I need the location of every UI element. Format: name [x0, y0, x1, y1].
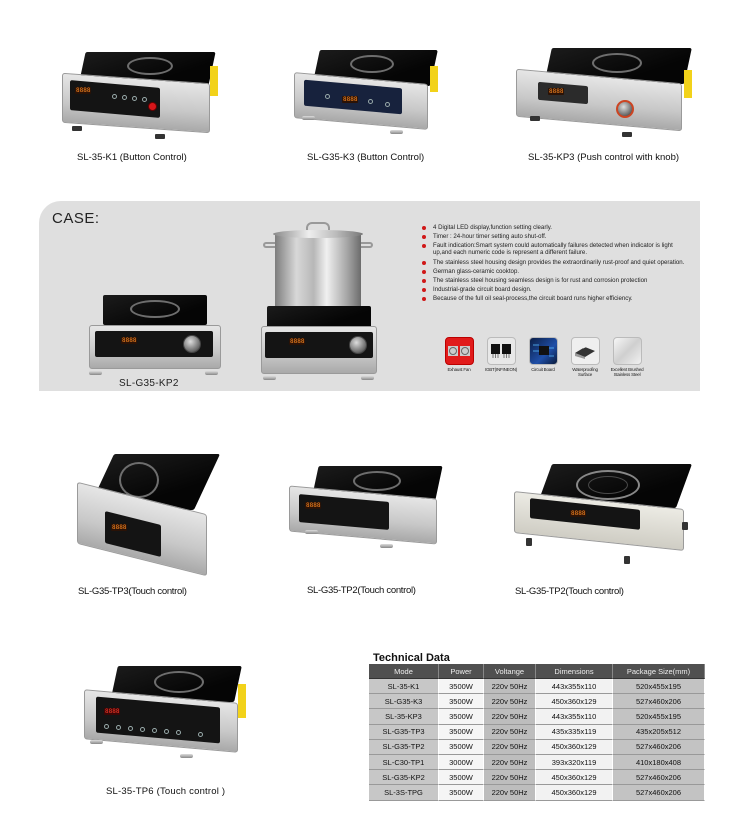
touch-button	[140, 727, 145, 732]
foot	[390, 130, 403, 134]
table-row: SL-G35-KP2 3500W 220v 50Hz 450x360x129 527x460x206	[369, 770, 705, 785]
foot	[622, 132, 632, 137]
touch-button	[176, 730, 181, 735]
control-knob-icon	[616, 100, 634, 118]
product-caption: SL-G35-TP3(Touch control)	[78, 586, 187, 597]
column-header-power: Power	[439, 664, 484, 679]
feature-item: 4 Digital LED display,function setting clearly.	[421, 224, 691, 231]
foot	[155, 134, 165, 139]
foot	[530, 116, 540, 121]
product-caption: SL-35-KP3 (Push control with knob)	[528, 152, 680, 163]
table-row: SL-G35-K3 3500W 220v 50Hz 450x360x129 527x460x206	[369, 694, 705, 709]
brushed-steel-icon	[613, 337, 642, 365]
feature-item: Fault indication:Smart system could automatically failures detected when indicator is light up,and each numeric code is represent a different failure.	[421, 242, 691, 256]
control-knob-icon	[183, 335, 201, 353]
case-title: CASE:	[52, 210, 100, 227]
feature-item: Because of the full oil seal-process,the circuit board runs higher efficiency.	[421, 295, 691, 302]
product-image-sl-g35-tp2	[285, 462, 445, 552]
product-image-sl-35-tp6	[80, 664, 250, 764]
warning-sticker	[238, 684, 246, 718]
heating-ring	[592, 53, 642, 73]
igbt-chip-icon	[487, 337, 516, 365]
feature-list	[421, 224, 691, 305]
warning-sticker	[430, 66, 438, 92]
feature-igbt: IGBT(INFINEON)	[486, 337, 516, 377]
foot	[380, 544, 393, 548]
product-caption: SL-35-K1 (Button Control)	[77, 152, 187, 163]
feature-exhaust-fan: Exhaust Fan	[444, 337, 474, 377]
heating-ring	[127, 57, 173, 75]
foot	[305, 530, 318, 534]
feature-icons	[444, 337, 642, 377]
control-button	[368, 99, 373, 104]
product-image-sl-g35-kp2	[85, 291, 225, 377]
product-caption: SL-G35-K3 (Button Control)	[307, 152, 425, 163]
case-product-label: SL-G35-KP2	[119, 378, 179, 389]
exhaust-fan-icon	[445, 337, 474, 365]
touch-button	[164, 729, 169, 734]
foot	[89, 371, 102, 375]
column-header-voltage: Voltange	[484, 664, 536, 679]
led-display: 8888	[549, 88, 564, 95]
product-image-sl-g35-k3	[290, 44, 440, 134]
circuit-board-icon	[529, 337, 558, 365]
control-button	[385, 102, 390, 107]
product-caption: SL-G35-TP2(Touch control)	[515, 586, 624, 597]
feature-brushed-steel: Excellent Brushed Stainless Steel	[612, 337, 642, 377]
led-display: 8888	[76, 87, 91, 94]
foot	[361, 376, 374, 380]
power-button-icon	[148, 102, 157, 111]
led-display: 8888	[122, 337, 137, 344]
heating-ring	[154, 671, 204, 693]
column-header-dimensions: Dimensions	[536, 664, 613, 679]
case-section	[39, 201, 700, 391]
foot	[526, 538, 532, 546]
product-image-cooker-with-pot	[259, 306, 379, 386]
touch-button	[116, 725, 121, 730]
product-caption: SL-35-TP6 (Touch control )	[106, 786, 226, 797]
foot	[682, 522, 688, 530]
touch-button	[104, 724, 109, 729]
table-row: SL-G35-TP2 3500W 220v 50Hz 450x360x129 527x460x206	[369, 740, 705, 755]
column-header-package-size: Package Size(mm)	[613, 664, 705, 679]
warning-sticker	[684, 70, 692, 98]
product-caption: SL-G35-TP2(Touch control)	[307, 585, 416, 596]
foot	[72, 126, 82, 131]
heating-ring	[350, 55, 394, 73]
foot	[180, 754, 193, 758]
foot	[90, 740, 103, 744]
heating-ring-inner	[588, 476, 628, 494]
control-button	[325, 94, 330, 99]
touch-button	[128, 726, 133, 731]
led-display: 8888	[112, 524, 127, 531]
product-image-sl-35-kp3	[512, 44, 692, 139]
feature-waterproof-surface: Waterproofing Surface	[570, 337, 600, 377]
led-display: 8888	[343, 96, 358, 103]
touch-button	[198, 732, 203, 737]
control-knob-icon	[349, 336, 367, 354]
pot-lid-handle	[306, 222, 330, 230]
feature-circuit-board: Circuit Board	[528, 337, 558, 377]
column-header-mode: Mode	[369, 664, 439, 679]
table-header-row	[369, 664, 705, 679]
foot	[624, 556, 630, 564]
led-display: 8888	[306, 502, 321, 509]
table-row: SL-C30-TP1 3000W 220v 50Hz 393x320x119 410x180x408	[369, 755, 705, 770]
led-display: 8888	[105, 708, 120, 715]
heating-ring	[119, 462, 159, 498]
table-row: SL-35-K1 3500W 220v 50Hz 443x355x110 520x455x195	[369, 679, 705, 694]
product-image-sl-35-k1	[60, 48, 220, 138]
table-row: SL-3S-TPG 3500W 220v 50Hz 450x360x129 527x460x206	[369, 785, 705, 800]
feature-item: Timer : 24-hour timer setting auto shut-off.	[421, 233, 691, 240]
waterproof-surface-icon	[571, 337, 600, 365]
product-image-sl-g35-tp2-alt	[512, 460, 692, 565]
control-button	[142, 97, 147, 102]
control-button	[132, 96, 137, 101]
feature-item: German glass-ceramic cooktop.	[421, 268, 691, 275]
table-row: SL-G35-TP3 3500W 220v 50Hz 435x335x119 435x205x512	[369, 725, 705, 740]
technical-data-title: Technical Data	[373, 652, 450, 664]
pot-handle-right	[359, 242, 373, 248]
control-button	[112, 94, 117, 99]
feature-item: The stainless steel housing seamless design is for rust and corrosion protection	[421, 277, 691, 284]
heating-ring	[130, 300, 180, 318]
foot	[302, 116, 315, 120]
pot-lid	[273, 230, 363, 238]
feature-item: Industrial-grade circuit board design.	[421, 286, 691, 293]
touch-button	[152, 728, 157, 733]
heating-ring	[353, 471, 401, 491]
feature-item: The stainless steel housing design provides the extraordinarily rust-proof and quiet operation.	[421, 259, 691, 266]
warning-sticker	[210, 66, 218, 96]
product-image-sl-g35-tp3	[75, 448, 225, 568]
led-display: 8888	[290, 338, 305, 345]
glass-cooktop	[267, 306, 371, 328]
control-button	[122, 95, 127, 100]
led-display: 8888	[571, 510, 586, 517]
foot	[263, 376, 276, 380]
table-row: SL-35-KP3 3500W 220v 50Hz 443x355x110 520x455x195	[369, 709, 705, 724]
technical-data-table	[369, 664, 705, 801]
foot	[205, 371, 218, 375]
